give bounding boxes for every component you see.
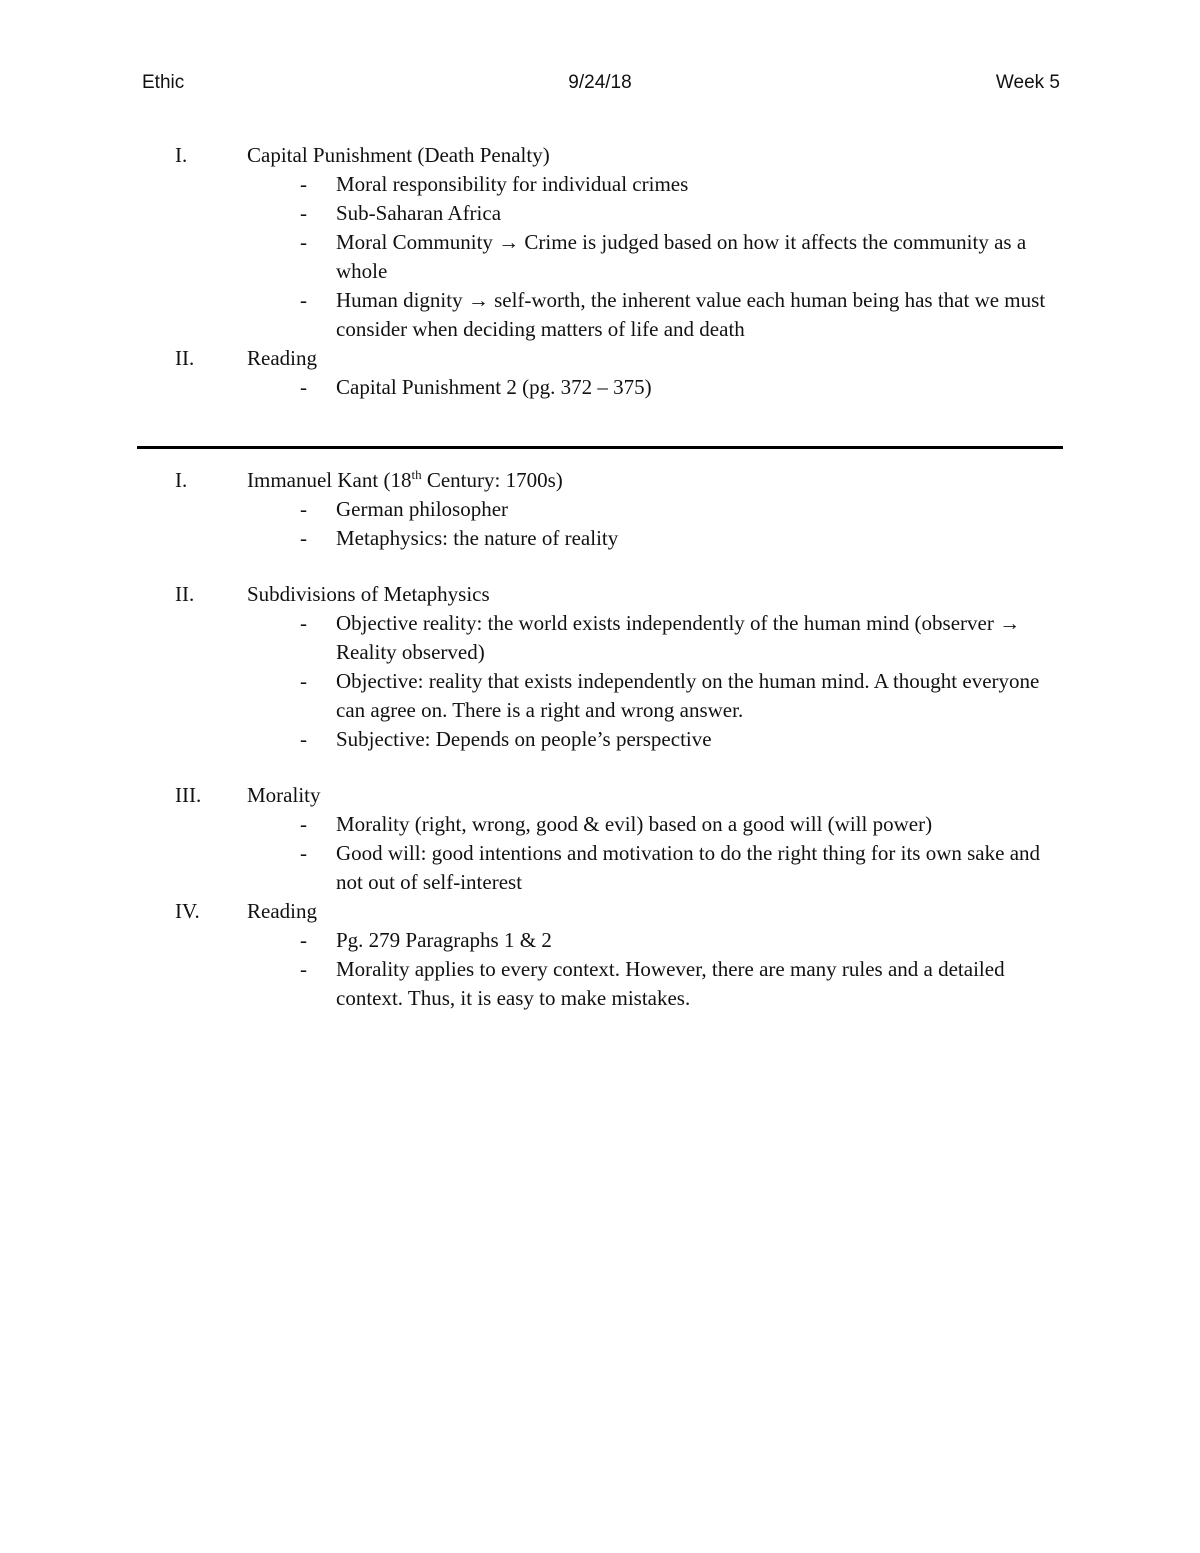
list-item (300, 286, 1056, 344)
list-item-text: Metaphysics: the nature of reality (336, 526, 619, 550)
list-item (300, 170, 1056, 199)
list-item-text: Capital Punishment 2 (pg. 372 – 375) (336, 375, 652, 399)
section-subdivisions (0, 580, 1200, 754)
bullet-list (0, 170, 1200, 344)
dash-bullet: - (300, 375, 307, 399)
dash-bullet: - (300, 201, 307, 225)
list-item-text: Subjective: Depends on people’s perspective (336, 727, 712, 751)
list-item-text: Objective reality: the world exists independently of the human mind (observer → Reality observed) (336, 611, 1021, 664)
list-item (300, 373, 1056, 402)
page-header (0, 72, 1200, 102)
bullet-list (0, 926, 1200, 1013)
bullet-list (0, 609, 1200, 754)
section-kant (0, 466, 1200, 553)
list-item (300, 228, 1056, 286)
list-item (300, 955, 1056, 1013)
section-numeral: II. (175, 582, 195, 606)
section-heading: Reading (247, 346, 317, 370)
list-item-text: Human dignity → self-worth, the inherent value each human being has that we must consider when deciding matters of life and death (336, 288, 1046, 341)
dash-bullet: - (300, 812, 307, 836)
dash-bullet: - (300, 928, 307, 952)
header-week: Week 5 (995, 72, 1060, 93)
section-heading: Subdivisions of Metaphysics (247, 582, 490, 606)
list-item-text: Good will: good intentions and motivation to do the right thing for its own sake and not out of self-interest (336, 841, 1041, 894)
list-item-text: Moral responsibility for individual crimes (336, 172, 689, 196)
section-numeral: II. (175, 346, 195, 370)
section-numeral: IV. (175, 899, 200, 923)
list-item-text: Sub-Saharan Africa (336, 201, 502, 225)
section-capital-punishment (0, 141, 1200, 344)
list-item-text: Objective: reality that exists independently on the human mind. A thought everyone can agree on. There is a right and wrong answer. (336, 669, 1040, 722)
list-item (300, 926, 1056, 955)
list-item (300, 609, 1056, 667)
dash-bullet: - (300, 669, 307, 693)
header-course: Ethic (142, 72, 185, 93)
heading-superscript: th (411, 467, 422, 482)
list-item-text: Moral Community → Crime is judged based on how it affects the community as a whole (336, 230, 1027, 283)
dash-bullet: - (300, 497, 307, 521)
dash-bullet: - (300, 957, 307, 981)
header-date: 9/24/18 (568, 72, 632, 93)
list-item (300, 524, 1056, 553)
list-item (300, 839, 1056, 897)
list-item (300, 495, 1056, 524)
dash-bullet: - (300, 288, 307, 312)
dash-bullet: - (300, 841, 307, 865)
section-heading: Reading (247, 899, 317, 923)
list-item (300, 667, 1056, 725)
heading-text: Immanuel Kant (18 (247, 468, 412, 492)
list-item (300, 810, 1056, 839)
bullet-list (0, 373, 1200, 402)
list-item-text: Morality applies to every context. However, there are many rules and a detailed context. Thus, it is easy to make mistakes. (336, 957, 1005, 1010)
section-morality (0, 781, 1200, 897)
section-numeral: I. (175, 468, 188, 492)
section-numeral: I. (175, 143, 188, 167)
dash-bullet: - (300, 727, 307, 751)
section-reading-1 (0, 344, 1200, 402)
list-item-text: Morality (right, wrong, good & evil) based on a good will (will power) (336, 812, 933, 836)
list-item (300, 199, 1056, 228)
heading-text-end: Century: 1700s) (421, 468, 563, 492)
section-heading: Capital Punishment (Death Penalty) (247, 143, 550, 167)
section-heading (247, 466, 1200, 495)
list-item-text: Pg. 279 Paragraphs 1 & 2 (336, 928, 552, 952)
horizontal-divider (137, 446, 1063, 449)
list-item-text: German philosopher (336, 497, 509, 521)
section-reading-2 (0, 897, 1200, 1013)
list-item (300, 725, 1056, 754)
section-numeral: III. (175, 783, 202, 807)
dash-bullet: - (300, 611, 307, 635)
section-heading: Morality (247, 783, 321, 807)
dash-bullet: - (300, 526, 307, 550)
notes-part-2 (0, 466, 1200, 1013)
dash-bullet: - (300, 172, 307, 196)
bullet-list (0, 495, 1200, 553)
notes-part-1 (0, 141, 1200, 402)
bullet-list (0, 810, 1200, 897)
dash-bullet: - (300, 230, 307, 254)
